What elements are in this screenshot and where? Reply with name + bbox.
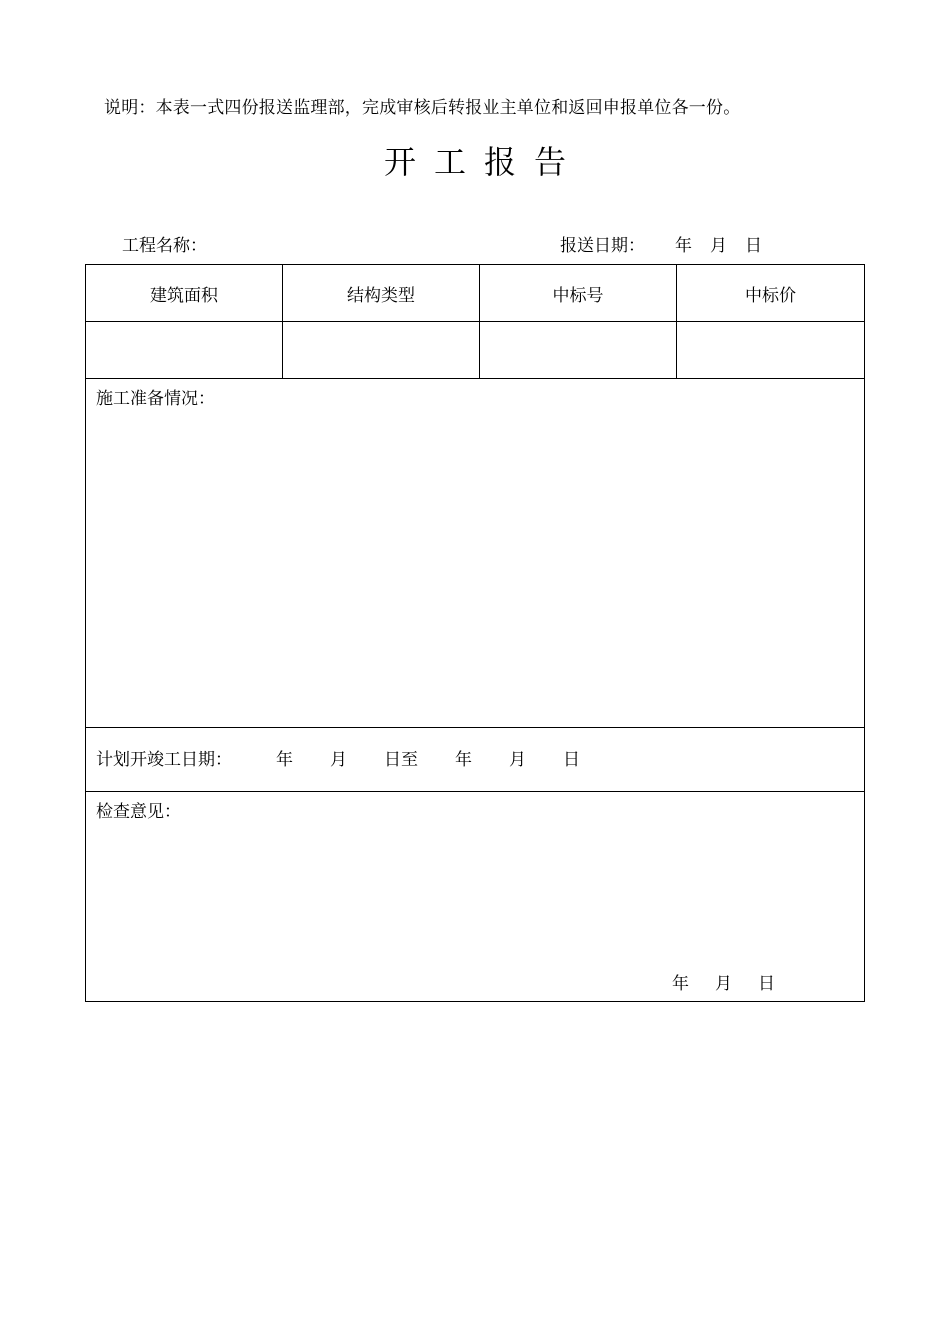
end-year: 年 <box>455 750 472 770</box>
inspection-opinion-label: 检查意见： <box>96 802 181 822</box>
planned-dates-section <box>86 728 864 792</box>
construction-prep-section[interactable] <box>86 379 864 728</box>
table-header-row <box>86 265 864 322</box>
table-value-row <box>86 322 864 379</box>
planned-dates-label: 计划开竣工日期： <box>96 750 232 770</box>
value-structure-type[interactable] <box>283 322 480 378</box>
header-bid-number: 中标号 <box>480 265 677 321</box>
construction-prep-label: 施工准备情况： <box>96 389 215 409</box>
project-name-label: 工程名称： <box>122 236 207 256</box>
inspection-opinion-section[interactable] <box>86 792 864 1001</box>
report-date <box>560 234 762 258</box>
end-day: 日 <box>563 750 580 770</box>
value-bid-number[interactable] <box>480 322 677 378</box>
report-date-month: 月 <box>710 236 727 256</box>
inspection-year: 年 <box>672 974 689 994</box>
report-date-label: 报送日期： <box>560 236 645 256</box>
header-structure-type: 结构类型 <box>283 265 480 321</box>
report-date-day: 日 <box>745 236 762 256</box>
report-date-year: 年 <box>675 236 692 256</box>
header-bid-price: 中标价 <box>745 285 796 306</box>
planned-dates-line <box>96 748 580 772</box>
header-building-area: 建筑面积 <box>86 265 283 321</box>
inspection-day: 日 <box>758 974 775 994</box>
start-month: 月 <box>330 750 347 770</box>
page-title: 开工报告 <box>383 143 584 181</box>
start-day-to: 日至 <box>384 750 418 770</box>
value-building-area[interactable] <box>86 322 283 378</box>
start-report-form <box>85 264 865 1002</box>
instruction-note: 说明：本表一式四份报送监理部，完成审核后转报业主单位和返回申报单位各一份。 <box>104 98 741 118</box>
start-year: 年 <box>276 750 293 770</box>
value-bid-price[interactable] <box>677 322 864 378</box>
inspection-month: 月 <box>715 974 732 994</box>
end-month: 月 <box>509 750 526 770</box>
inspection-date <box>672 972 801 996</box>
